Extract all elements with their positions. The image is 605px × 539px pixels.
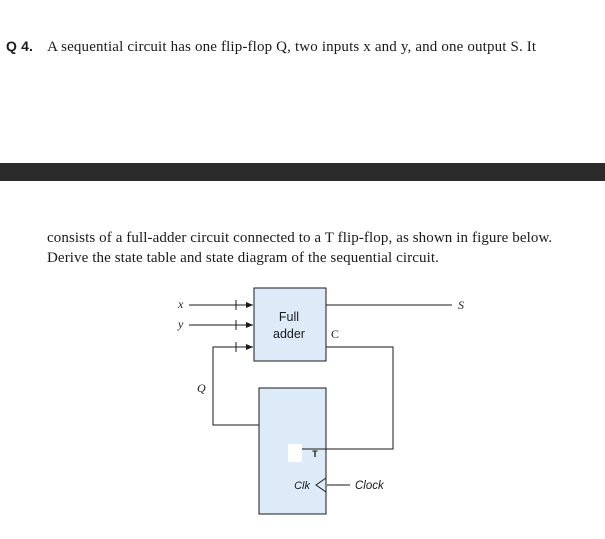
q-feedback-wire [213, 347, 259, 425]
full-adder-label-2: adder [273, 327, 305, 341]
question-text: A sequential circuit has one flip-flop Q, two inputs x and y, and one output S. It [47, 39, 537, 55]
output-s-label: S [458, 298, 464, 312]
question-number: Q 4. [6, 38, 34, 54]
input-x-label: x [178, 297, 184, 311]
carry-label: C [331, 327, 340, 341]
paragraph-line-2: Derive the state table and state diagram of the sequential circuit. [47, 250, 439, 266]
paragraph-line-1: consists of a full-adder circuit connected to a T flip-flop, as shown in figure below. [47, 230, 553, 246]
full-adder-box [254, 288, 326, 361]
t-label: T [312, 449, 318, 459]
input-y-label: y [178, 317, 184, 331]
clk-label: Clk [294, 480, 310, 492]
clock-label: Clock [355, 480, 384, 492]
t-input-patch [288, 444, 302, 462]
full-adder-label-1: Full [278, 310, 300, 324]
state-q-label: Q [197, 381, 206, 395]
